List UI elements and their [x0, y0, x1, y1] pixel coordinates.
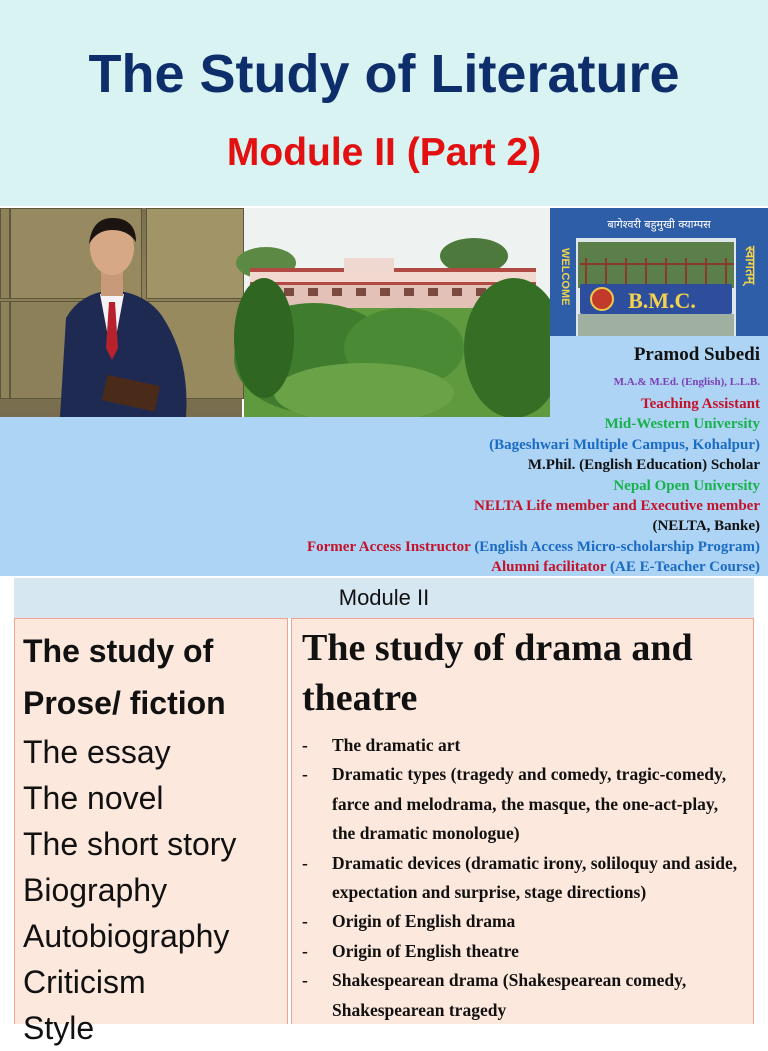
drama-theatre-panel — [291, 618, 754, 1024]
bullet-dash: - — [302, 911, 308, 932]
list-item: - Dramatic devices (dramatic irony, soliloquy and aside, expectation and surprise, stage directions) — [302, 849, 743, 908]
author-name: Pramod Subedi — [633, 344, 760, 365]
author-open-university: Nepal Open University — [613, 477, 760, 494]
gate-side-text: स्वागतम् — [742, 246, 757, 285]
bullet-dash: - — [302, 970, 308, 991]
bullet-dash: - — [302, 735, 308, 755]
gate-logo-text: B.M.C. — [628, 288, 696, 313]
list-item: Biography — [23, 872, 168, 908]
author-degrees: M.A.& M.Ed. (English), L.L.B. — [613, 376, 760, 388]
author-alumni-label: Alumni facilitator — [491, 559, 607, 576]
gate-photo — [550, 208, 768, 340]
prose-heading-line2: Prose/ fiction — [23, 685, 226, 721]
bullet-dash: - — [302, 764, 308, 785]
author-university: Mid-Western University — [604, 416, 760, 433]
slide-header — [0, 0, 768, 206]
author-nelta-branch: (NELTA, Banke) — [652, 518, 760, 535]
list-item: Criticism — [23, 964, 146, 1000]
gate-sign-text: बागेश्वरी बहुमुखी क्याम्पस — [607, 218, 711, 231]
author-nelta: NELTA Life member and Executive member — [474, 498, 760, 515]
author-former-label: Former Access Instructor — [306, 538, 471, 555]
prose-heading-line1: The study of — [23, 633, 214, 669]
module-label: Module II — [14, 578, 754, 618]
slide-title: The Study of Literature — [88, 44, 680, 104]
list-item: - Origin of English drama — [302, 907, 743, 936]
list-item: Style — [23, 1010, 95, 1046]
list-item: Autobiography — [23, 918, 230, 954]
list-item: - Origin of English theatre — [302, 937, 743, 966]
drama-heading: The study of drama and theatre — [302, 627, 693, 719]
author-campus: (Bageshwari Multiple Campus, Kohalpur) — [489, 436, 760, 453]
prose-fiction-panel — [14, 618, 288, 1046]
list-item: The novel — [23, 780, 164, 816]
list-item: The short story — [23, 826, 237, 862]
author-mphil: M.Phil. (English Education) Scholar — [527, 457, 760, 474]
author-alumni-program: (AE E-Teacher Course) — [610, 559, 760, 576]
list-item: - The dramatic art — [302, 731, 743, 760]
gate-scene — [550, 208, 768, 340]
list-item: The essay — [23, 734, 171, 770]
list-item: - Shakespearean drama (Shakespearean comedy, Shakespearean tragedy — [302, 966, 743, 1025]
author-former-program: (English Access Micro-scholarship Program) — [474, 538, 760, 555]
author-role: Teaching Assistant — [640, 396, 760, 412]
slide-subtitle: Module II (Part 2) — [226, 131, 542, 174]
drama-topic-list — [302, 731, 743, 1025]
bullet-dash: - — [302, 940, 308, 961]
list-item: - Dramatic types (tragedy and comedy, tragic-comedy, farce and melodrama, the masque, the one-act-play, the dramatic monologue) — [302, 760, 743, 848]
author-info — [0, 336, 768, 576]
gate-welcome-text: WELCOME — [559, 248, 571, 306]
bullet-dash: - — [302, 852, 308, 873]
